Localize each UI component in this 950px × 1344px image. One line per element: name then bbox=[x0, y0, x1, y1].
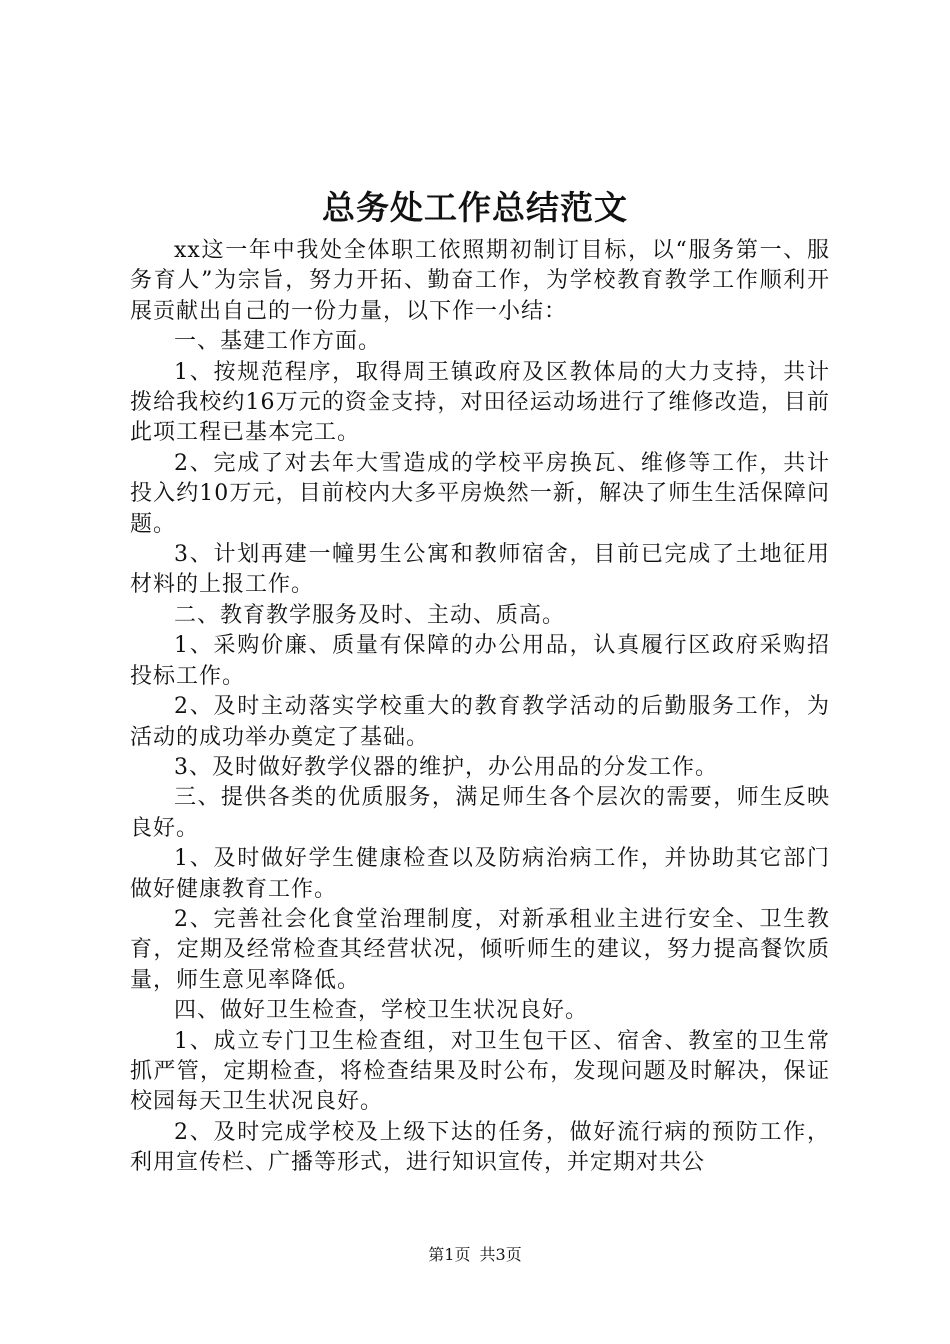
paragraph: xx这一年中我处全体职工依照期初制订目标，以“服务第一、服务育人”为宗旨，努力开拓、勤奋工作，为学校教育教学工作顺利开展贡献出自己的一份力量，以下作一小结： bbox=[130, 238, 830, 324]
document-body bbox=[130, 236, 830, 1179]
section-heading: 一、基建工作方面。 bbox=[174, 329, 382, 355]
page-total: 共3页 bbox=[479, 1245, 522, 1264]
paragraph: 2、及时主动落实学校重大的教育教学活动的后勤服务工作，为活动的成功举办奠定了基础。 bbox=[130, 694, 830, 750]
section-heading: 二、教育教学服务及时、主动、质高。 bbox=[174, 602, 566, 628]
paragraph: 1、按规范程序，取得周王镇政府及区教体局的大力支持，共计拨给我校约16万元的资金支持，对田径运动场进行了维修改造，目前此项工程已基本完工。 bbox=[130, 359, 830, 446]
page-footer bbox=[0, 1243, 950, 1267]
document-title: 总务处工作总结范文 bbox=[322, 188, 628, 227]
paragraph: 2、完成了对去年大雪造成的学校平房换瓦、维修等工作，共计投入约10万元，目前校内大多平房焕然一新，解决了师生生活保障问题。 bbox=[130, 450, 830, 537]
paragraph: 1、采购价廉、质量有保障的办公用品，认真履行区政府采购招投标工作。 bbox=[130, 633, 830, 689]
paragraph: 1、成立专门卫生检查组，对卫生包干区、宿舍、教室的卫生常抓严管，定期检查，将检查结果及时公布，发现问题及时解决，保证校园每天卫生状况良好。 bbox=[130, 1028, 830, 1115]
section-heading: 四、做好卫生检查，学校卫生状况良好。 bbox=[174, 998, 589, 1024]
section-heading: 三、提供各类的优质服务，满足师生各个层次的需要，师生反映良好。 bbox=[130, 785, 830, 841]
paragraph: 3、计划再建一幢男生公寓和教师宿舍，目前已完成了土地征用材料的上报工作。 bbox=[130, 542, 830, 598]
paragraph: 1、及时做好学生健康检查以及防病治病工作，并协助其它部门做好健康教育工作。 bbox=[130, 846, 830, 902]
paragraph: 2、完善社会化食堂治理制度，对新承租业主进行安全、卫生教育，定期及经常检查其经营状况，倾听师生的建议，努力提高餐饮质量，师生意见率降低。 bbox=[130, 906, 830, 993]
page-number: 第1页 bbox=[428, 1245, 471, 1264]
paragraph: 3、及时做好教学仪器的维护，办公用品的分发工作。 bbox=[174, 754, 718, 780]
paragraph: 2、及时完成学校及上级下达的任务，做好流行病的预防工作，利用宣传栏、广播等形式，进行知识宣传，并定期对共公 bbox=[130, 1119, 830, 1176]
